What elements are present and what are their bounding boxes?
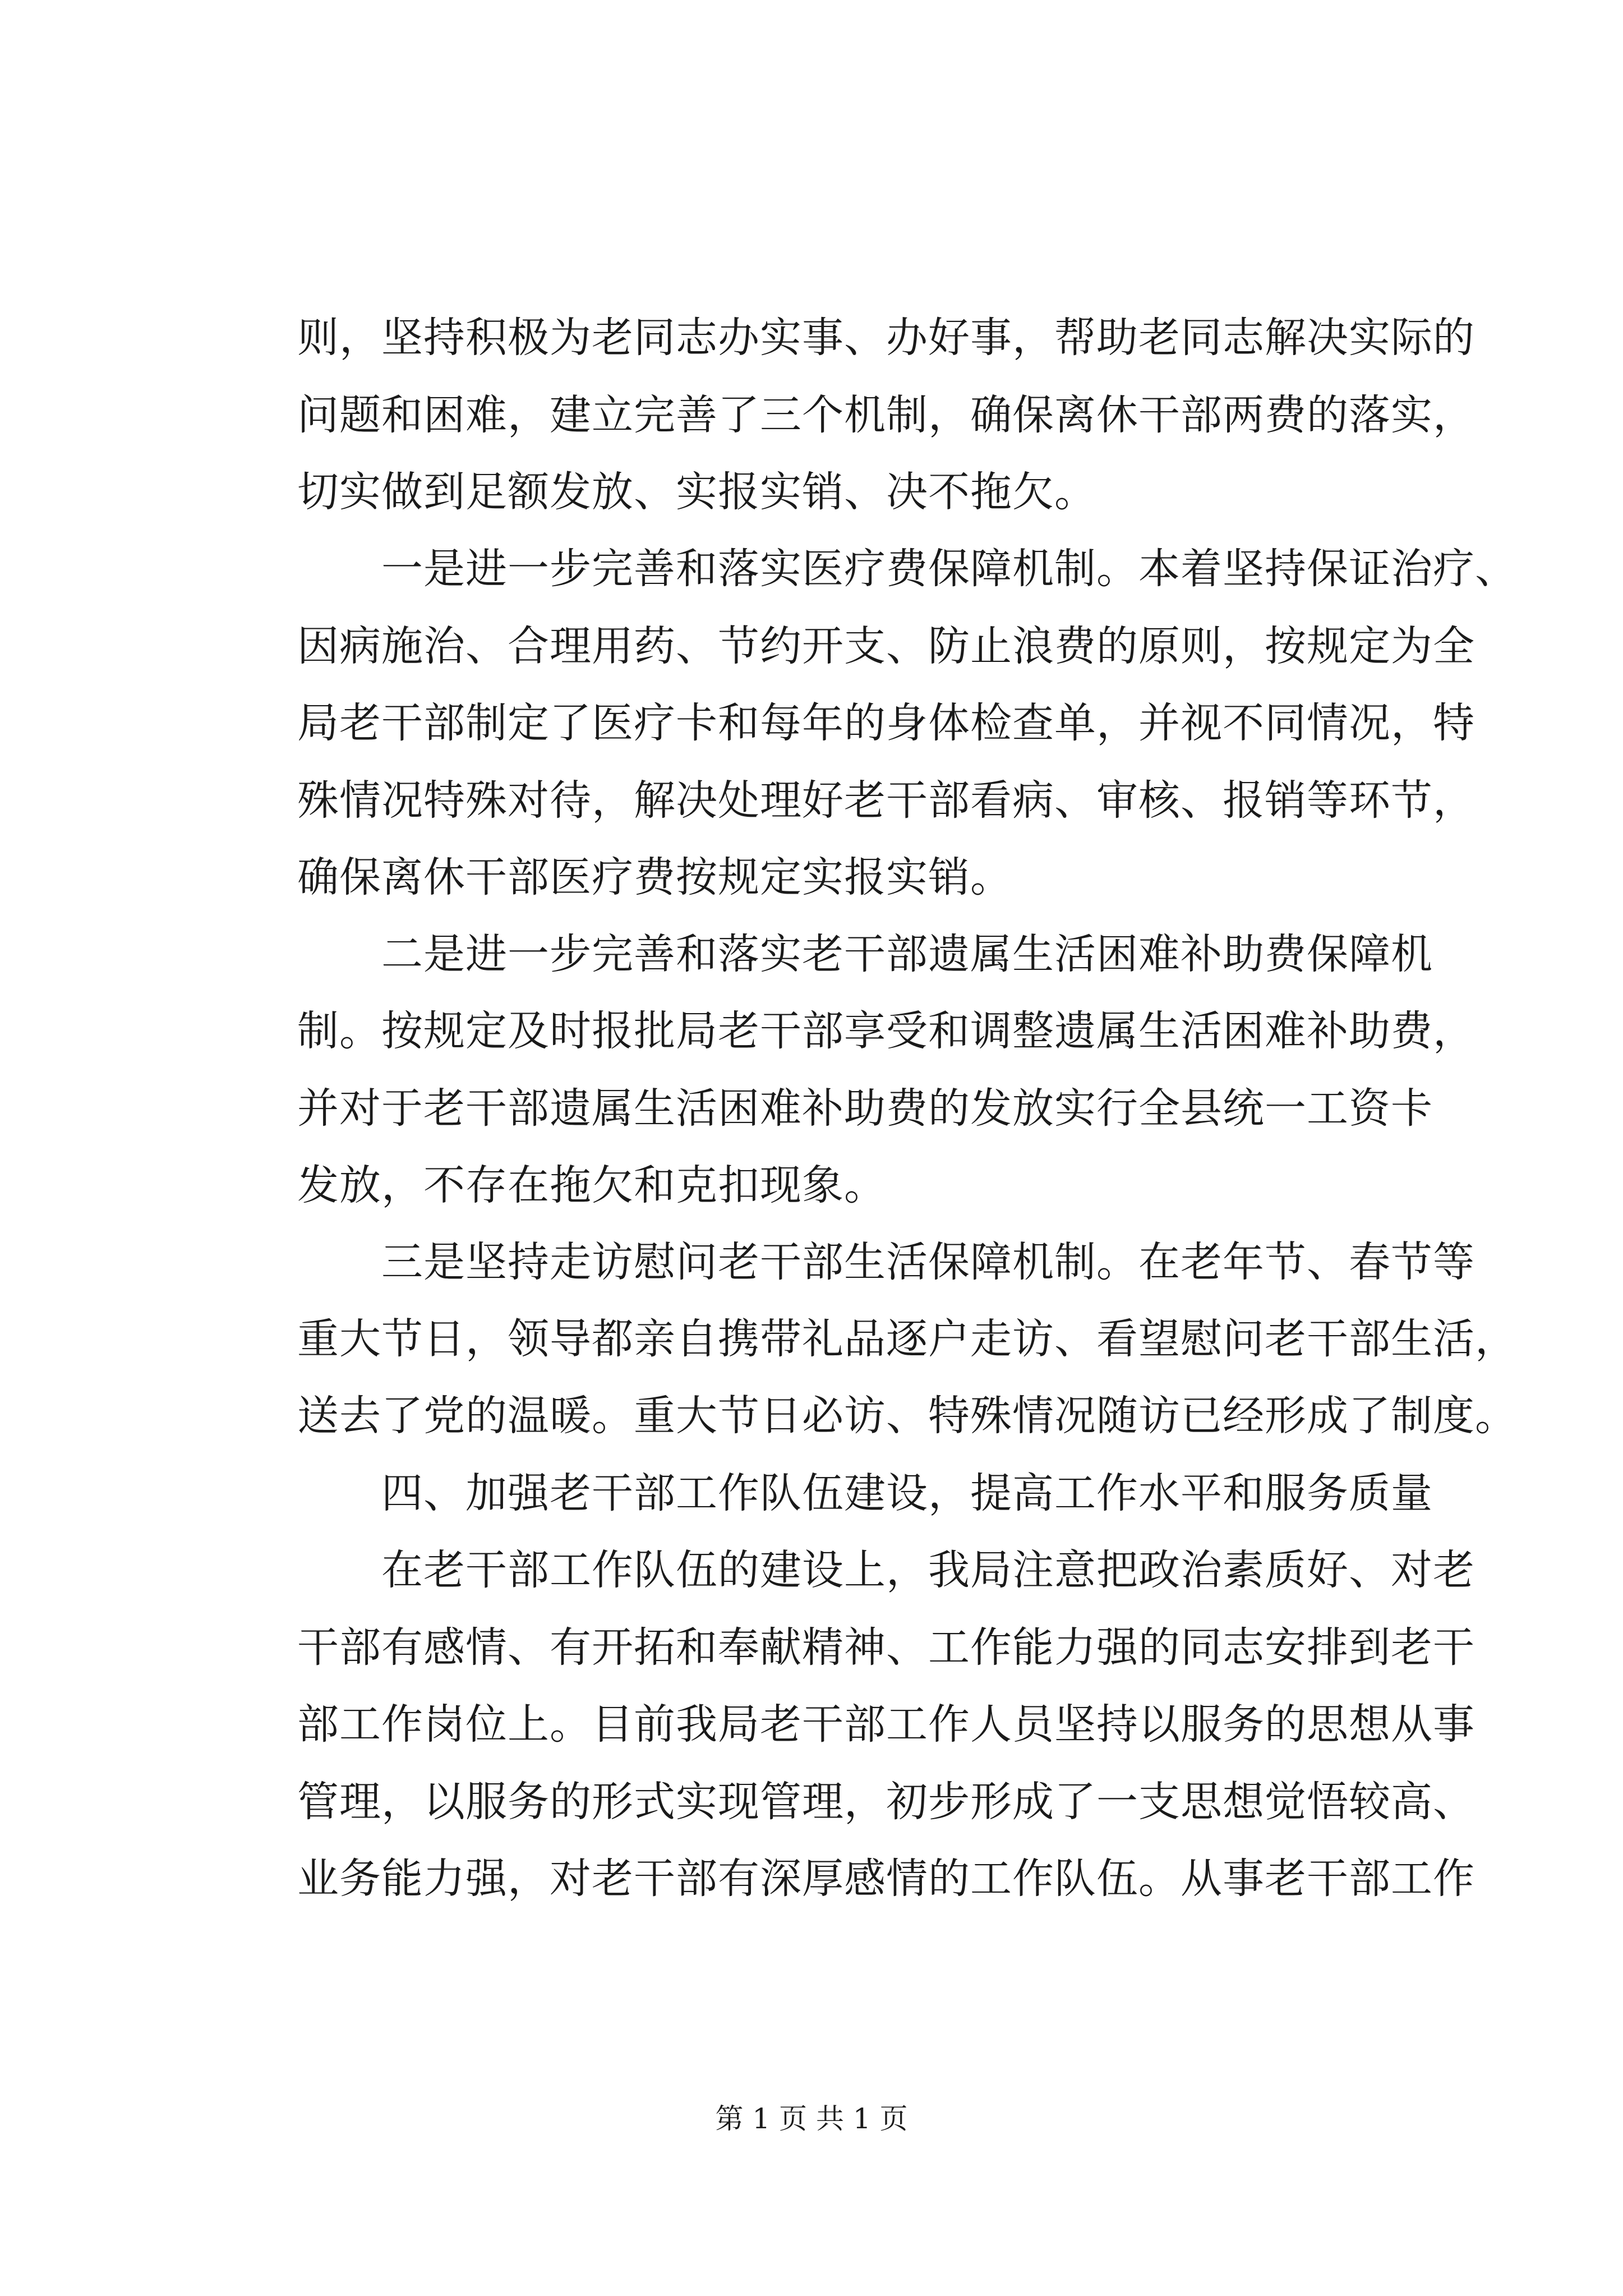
text-line: 则，坚持积极为老同志办实事、办好事，帮助老同志解决实际的 xyxy=(297,314,1475,362)
text-line: 殊情况特殊对待，解决处理好老干部看病、审核、报销等环节， xyxy=(297,776,1475,825)
text-line: 干部有感情、有开拓和奉献精神、工作能力强的同志安排到老干 xyxy=(297,1623,1475,1672)
text-line: 三是坚持走访慰问老干部生活保障机制。在老年节、春节等 xyxy=(297,1238,1475,1286)
text-line: 重大节日，领导都亲自携带礼品逐户走访、看望慰问老干部生活， xyxy=(297,1315,1517,1363)
text-line: 发放，不存在拖欠和克扣现象。 xyxy=(297,1161,886,1209)
text-line: 二是进一步完善和落实老干部遗属生活困难补助费保障机 xyxy=(297,930,1433,978)
text-line: 局老干部制定了医疗卡和每年的身体检查单，并视不同情况，特 xyxy=(297,699,1475,747)
text-line: 确保离休干部医疗费按规定实报实销。 xyxy=(297,853,1012,901)
page-footer: 第 1 页 共 1 页 xyxy=(715,2102,908,2135)
text-line: 部工作岗位上。目前我局老干部工作人员坚持以服务的思想从事 xyxy=(297,1700,1475,1749)
text-line: 管理，以服务的形式实现管理，初步形成了一支思想觉悟较高、 xyxy=(297,1778,1475,1826)
text-line: 问题和困难，建立完善了三个机制，确保离休干部两费的落实， xyxy=(297,391,1475,439)
text-line: 在老干部工作队伍的建设上，我局注意把政治素质好、对老 xyxy=(297,1546,1475,1594)
text-line: 切实做到足额发放、实报实销、决不拖欠。 xyxy=(297,468,1096,516)
text-line: 因病施治、合理用药、节约开支、防止浪费的原则，按规定为全 xyxy=(297,622,1475,670)
text-line: 一是进一步完善和落实医疗费保障机制。本着坚持保证治疗、 xyxy=(297,545,1517,593)
text-line: 制。按规定及时报批局老干部享受和调整遗属生活困难补助费， xyxy=(297,1007,1475,1055)
text-line: 并对于老干部遗属生活困难补助费的发放实行全县统一工资卡 xyxy=(297,1084,1433,1133)
section-heading: 四、加强老干部工作队伍建设，提高工作水平和服务质量 xyxy=(297,1469,1433,1517)
text-line: 业务能力强，对老干部有深厚感情的工作队伍。从事老干部工作 xyxy=(297,1855,1475,1903)
text-line: 送去了党的温暖。重大节日必访、特殊情况随访已经形成了制度。 xyxy=(297,1392,1517,1440)
